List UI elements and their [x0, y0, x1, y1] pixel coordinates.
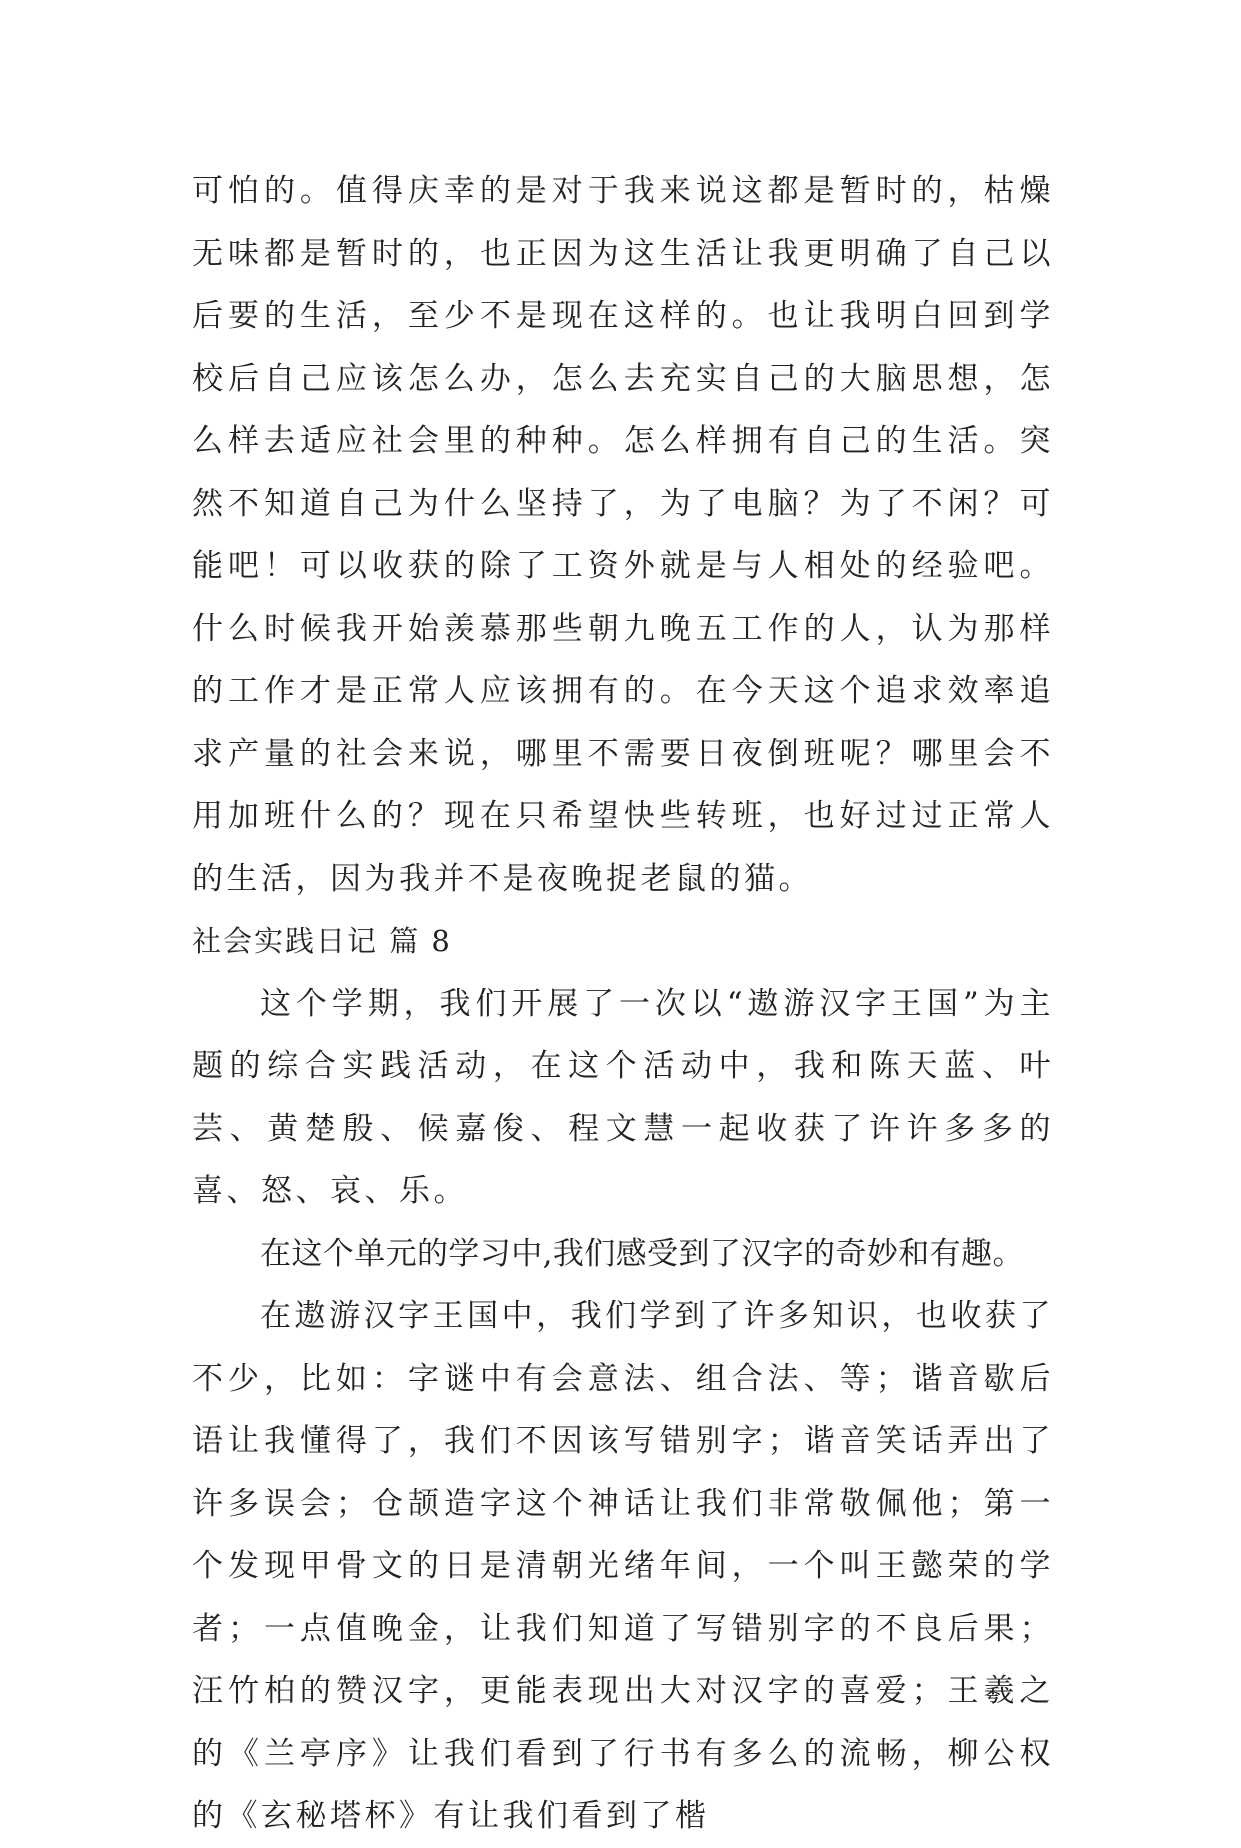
paragraph-1: 这个学期，我们开展了一次以“遨游汉字王国”为主题的综合实践活动，在这个活动中，我和陈天蓝、叶芸、黄楚殷、候嘉俊、程文慧一起收获了许许多多的喜、怒、哀、乐。: [192, 985, 1054, 1209]
paragraph-2: 在这个单元的学习中,我们感受到了汉字的奇妙和有趣。: [260, 1235, 1024, 1272]
paragraph-3: 在遨游汉字王国中，我们学到了许多知识，也收获了不少，比如：字谜中有会意法、组合法、等；谐音歇后语让我懂得了，我们不因该写错别字；谐音笑话弄出了许多误会；仓颉造字这个神话让我们非常敬佩他；第一个发现甲骨文的日是清朝光绪年间，一个叫王懿荣的学者；一点值晚金，让我们知道了写错别字的不良后果；汪竹柏的赞汉字，更能表现出大对汉字的喜爱；王羲之的《兰亭序》让我们看到了行书有多么的流畅，柳公权的《玄秘塔杯》有让我们看到了楷: [192, 1298, 1054, 1834]
section-title: 社会实践日记 篇 8: [192, 924, 452, 958]
document-body: [192, 160, 1054, 1848]
continued-paragraph: 可怕的。值得庆幸的是对于我来说这都是暂时的，枯燥无味都是暂时的，也正因为这生活让我更明确了自己以后要的生活，至少不是现在这样的。也让我明白回到学校后自己应该怎么办，怎么去充实自己的大脑思想，怎么样去适应社会里的种种。怎么样拥有自己的生活。突然不知道自己为什么坚持了，为了电脑？为了不闲？可能吧！可以收获的除了工资外就是与人相处的经验吧。什么时候我开始羡慕那些朝九晚五工作的人，认为那样的工作才是正常人应该拥有的。在今天这个追求效率追求产量的社会来说，哪里不需要日夜倒班呢？哪里会不用加班什么的？现在只希望快些转班，也好过过正常人的生活，因为我并不是夜晚捉老鼠的猫。: [192, 173, 1054, 897]
